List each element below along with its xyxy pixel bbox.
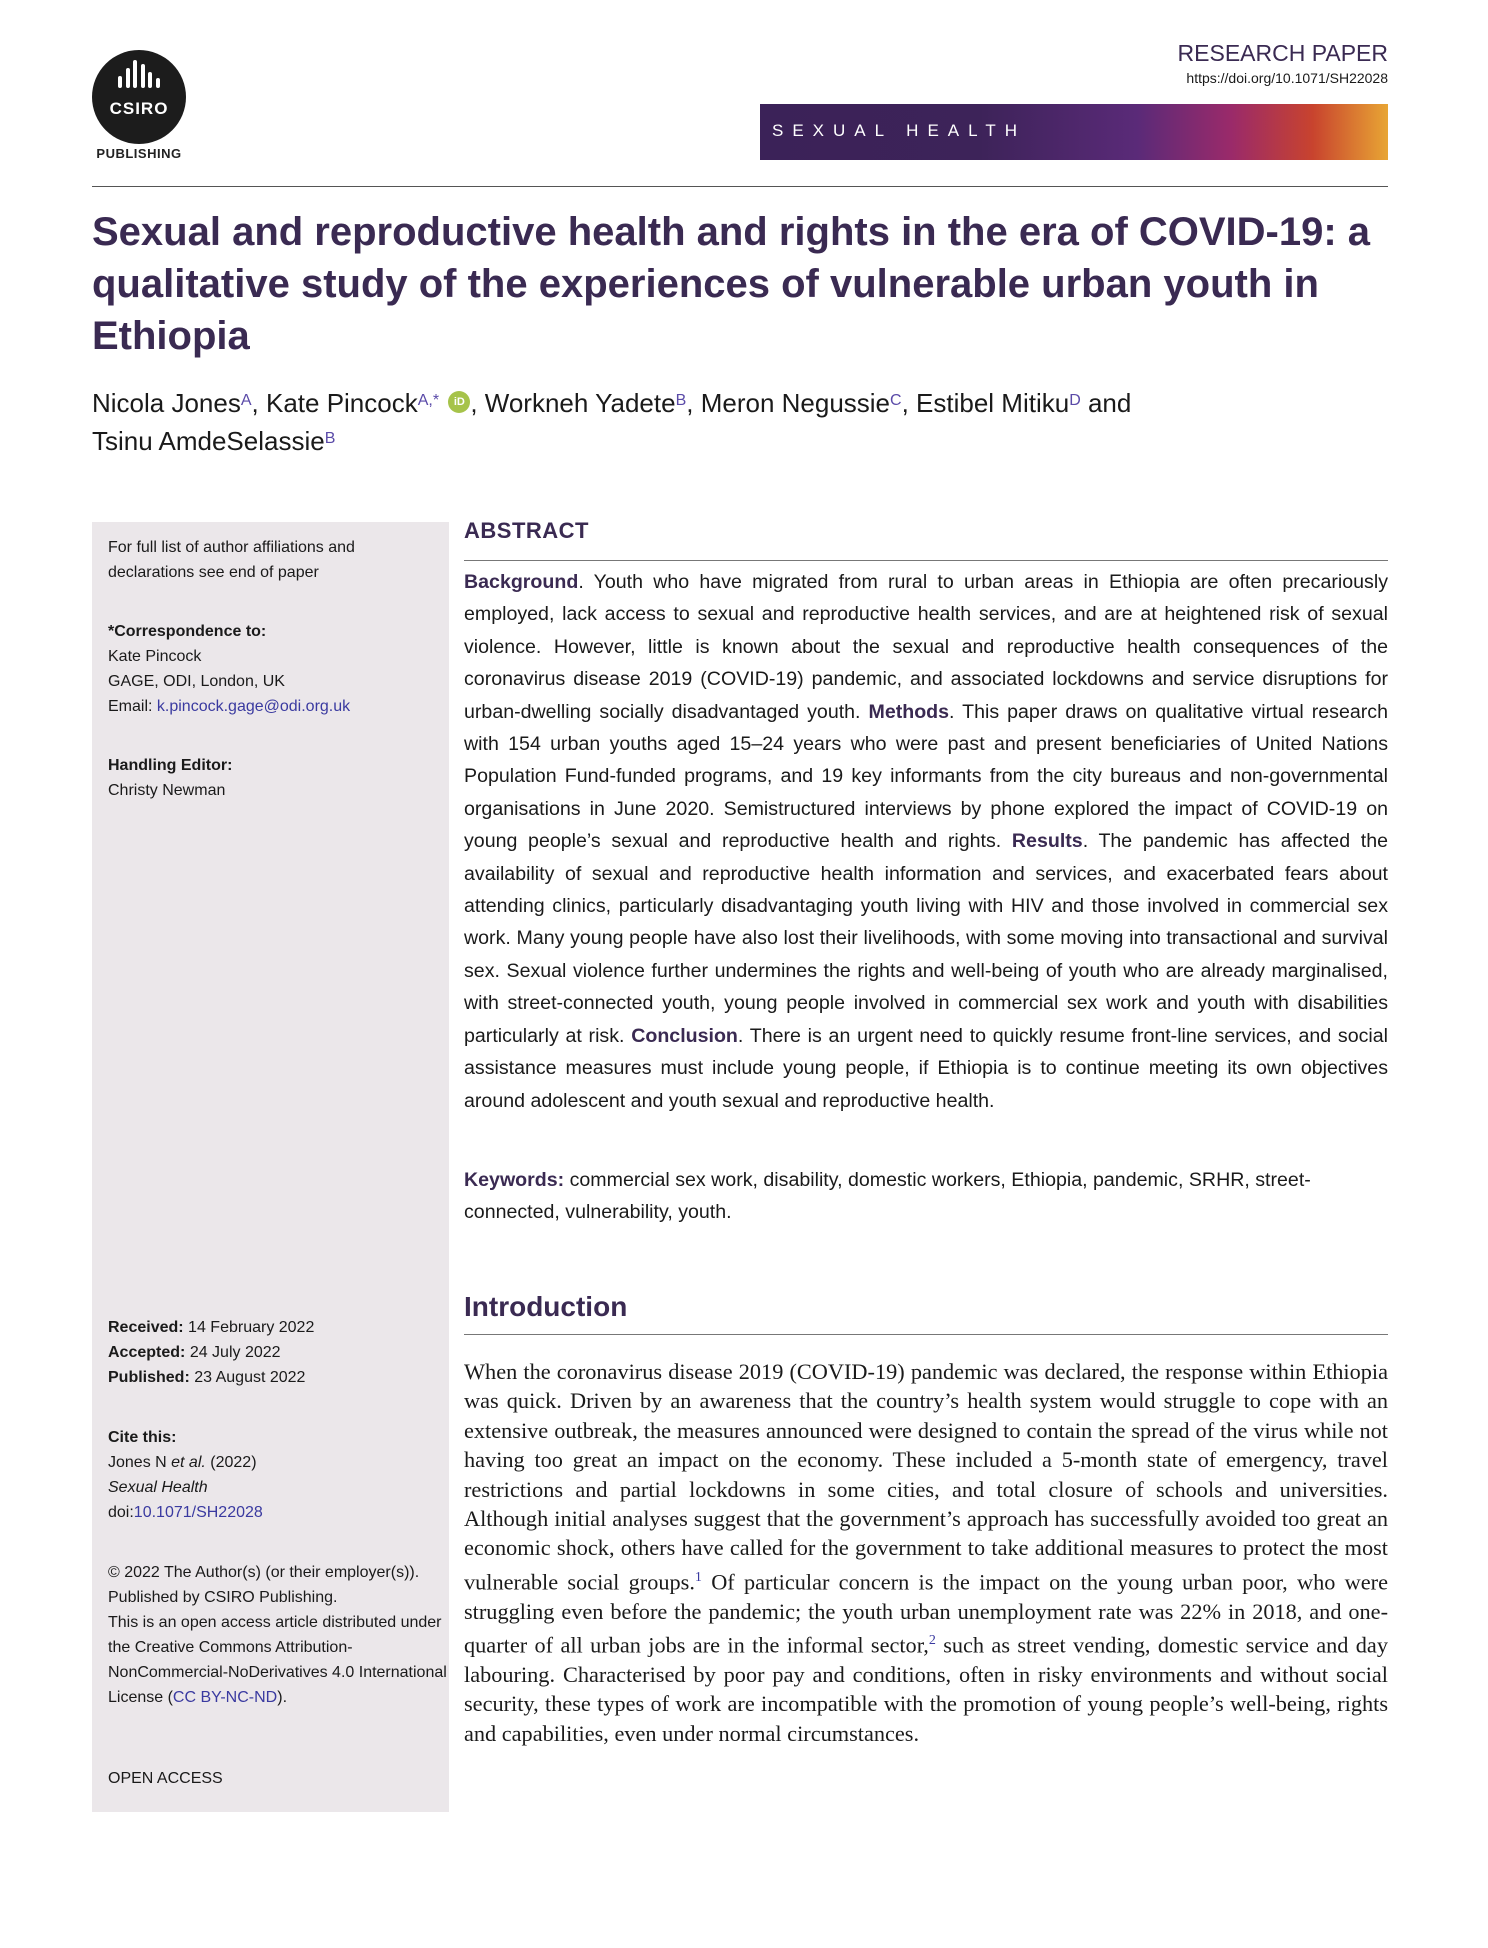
author-affiliation: A — [240, 392, 252, 409]
paper-title: Sexual and reproductive health and rights in the era of COVID-19: a qualitative study of the experiences of vulnerable urban youth in Ethiopia — [92, 210, 1371, 358]
author-name: Workneh Yadete — [484, 388, 676, 418]
copyright-block: © 2022 The Author(s) (or their employer(s)). Published by CSIRO Publishing. This is an open access article distributed under the Creative Commons Attribution-NonCommercial-NoDerivatives 4.0 International License (CC BY-NC-ND). — [108, 1564, 447, 1706]
email-link[interactable]: k.pincock.gage@odi.org.uk — [156, 698, 351, 715]
author-name: Kate Pincock — [265, 388, 418, 418]
author-affiliation: A,* — [417, 392, 440, 409]
introduction-heading: Introduction — [464, 1291, 628, 1322]
keywords: Keywords: commercial sex work, disability, domestic workers, Ethiopia, pandemic, SRHR, street-connected, vulnerability, youth. — [464, 1169, 1311, 1224]
license-link[interactable]: CC BY-NC-ND — [172, 1689, 278, 1706]
logo-publishing-text: PUBLISHING — [96, 146, 182, 161]
author-affiliation: B — [675, 392, 687, 409]
orcid-icon[interactable]: iD — [448, 391, 470, 413]
reference-link[interactable]: 2 — [928, 1633, 936, 1649]
reference-link[interactable]: 1 — [694, 1569, 702, 1585]
author-affiliation: B — [324, 430, 336, 447]
affiliations-note: For full list of author affiliations and declarations see end of paper — [108, 539, 355, 581]
csiro-logo-bars-icon — [118, 58, 160, 88]
abstract-heading: ABSTRACT — [464, 518, 589, 543]
author-list: Nicola Jones$^A$, Kate Pincock$^{A,*}$ iD , Workneh Yadete$^B$, Meron Negussie$^C$, Estibel Mitiku$^D$ and Tsinu AmdeSelassie$^B$ — [92, 388, 1132, 456]
author-affiliation: D — [1069, 392, 1081, 409]
cite-doi-link[interactable]: 10.1071/SH22028 — [133, 1504, 263, 1521]
author-name: Meron Negussie — [700, 388, 891, 418]
author-name: Estibel Mitiku — [916, 388, 1070, 418]
article-type: RESEARCH PAPER — [1177, 40, 1388, 66]
author-name: Tsinu AmdeSelassie — [92, 426, 325, 456]
header-divider — [92, 186, 1388, 187]
author-name: Nicola Jones — [92, 388, 241, 418]
handling-editor-block: Handling Editor: Christy Newman — [108, 757, 233, 799]
cite-block: Cite this: Jones N et al. (2022) Sexual Health doi:10.1071/SH22028 — [108, 1429, 263, 1521]
dates-block: Received: 14 February 2022 Accepted: 24 July 2022 Published: 23 August 2022 — [108, 1319, 315, 1386]
abstract-divider — [464, 560, 1388, 561]
open-access-label: OPEN ACCESS — [108, 1770, 223, 1787]
introduction-text: When the coronavirus disease 2019 (COVID-19) pandemic was declared, the response within Ethiopia was quick. Driven by an awareness that the country’s health system would struggle to cope with an extensive outbreak, the measures announced were designed to contain the spread of the virus while not having too great an impact on the economy. These included a 5-month state of emergency, travel restrictions and partial lockdowns in some cities, and total closure of schools and universities. Although initial analyses suggest that the government’s approach has successfully avoided too great an economic shock, others have called for the government to take additional measures to protect the most vulnerable social groups.$^1$ Of particular concern is the impact on the young urban poor, who were struggling even before the pandemic; the youth urban unemployment rate was 22% in 2018, and one-quarter of all urban jobs are in the informal sector,$^2$ such as street vending, domestic service and day labouring. Characterised by poor pay and conditions, often in risky environments and without social security, these types of work are incompatible with the promotion of young people’s well-being, rights and capabilities, even under normal circumstances. — [464, 1359, 1389, 1746]
logo-text: CSIRO — [109, 99, 169, 118]
author-affiliation: C — [890, 392, 902, 409]
abstract-text: Background. Youth who have migrated from rural to urban areas in Ethiopia are often precariously employed, lack access to sexual and reproductive health services, and are at heightened risk of sexual violence. However, little is known about the sexual and reproductive health consequences of the coronavirus disease 2019 (COVID-19) pandemic, and associated lockdowns and service disruptions for urban-dwelling socially disadvantaged youth. Methods. This paper draws on qualitative virtual research with 154 urban youths aged 15–24 years who were past and present beneficiaries of United Nations Population Fund-funded programs, and 19 key informants from the city bureaus and non-governmental organisations in June 2020. Semistructured interviews by phone explored the impact of COVID-19 on young people’s sexual and reproductive health and rights. Results. The pandemic has affected the availability of sexual and reproductive health information and services, and exacerbated fears about attending clinics, particularly disadvantaging youth living with HIV and those involved in commercial sex work. Many young people have also lost their livelihoods, with some moving into transactional and survival sex. Sexual violence further undermines the rights and well-being of youth who are already marginalised, with street-connected youth, young people involved in commercial sex work and youth with disabilities particularly at risk. Conclusion. There is an urgent need to quickly resume front-line services, and social assistance measures must include young people, if Ethiopia is to continue meeting its own objectives around adolescent and youth sexual and reproductive health. — [464, 571, 1389, 1112]
journal-name: SEXUAL HEALTH — [772, 121, 1026, 140]
correspondence-block: *Correspondence to: Kate Pincock GAGE, ODI, London, UK Email: k.pincock.gage@odi.org.uk — [108, 623, 351, 715]
introduction-divider — [464, 1334, 1388, 1335]
doi-link[interactable]: https://doi.org/10.1071/SH22028 — [1186, 70, 1388, 86]
